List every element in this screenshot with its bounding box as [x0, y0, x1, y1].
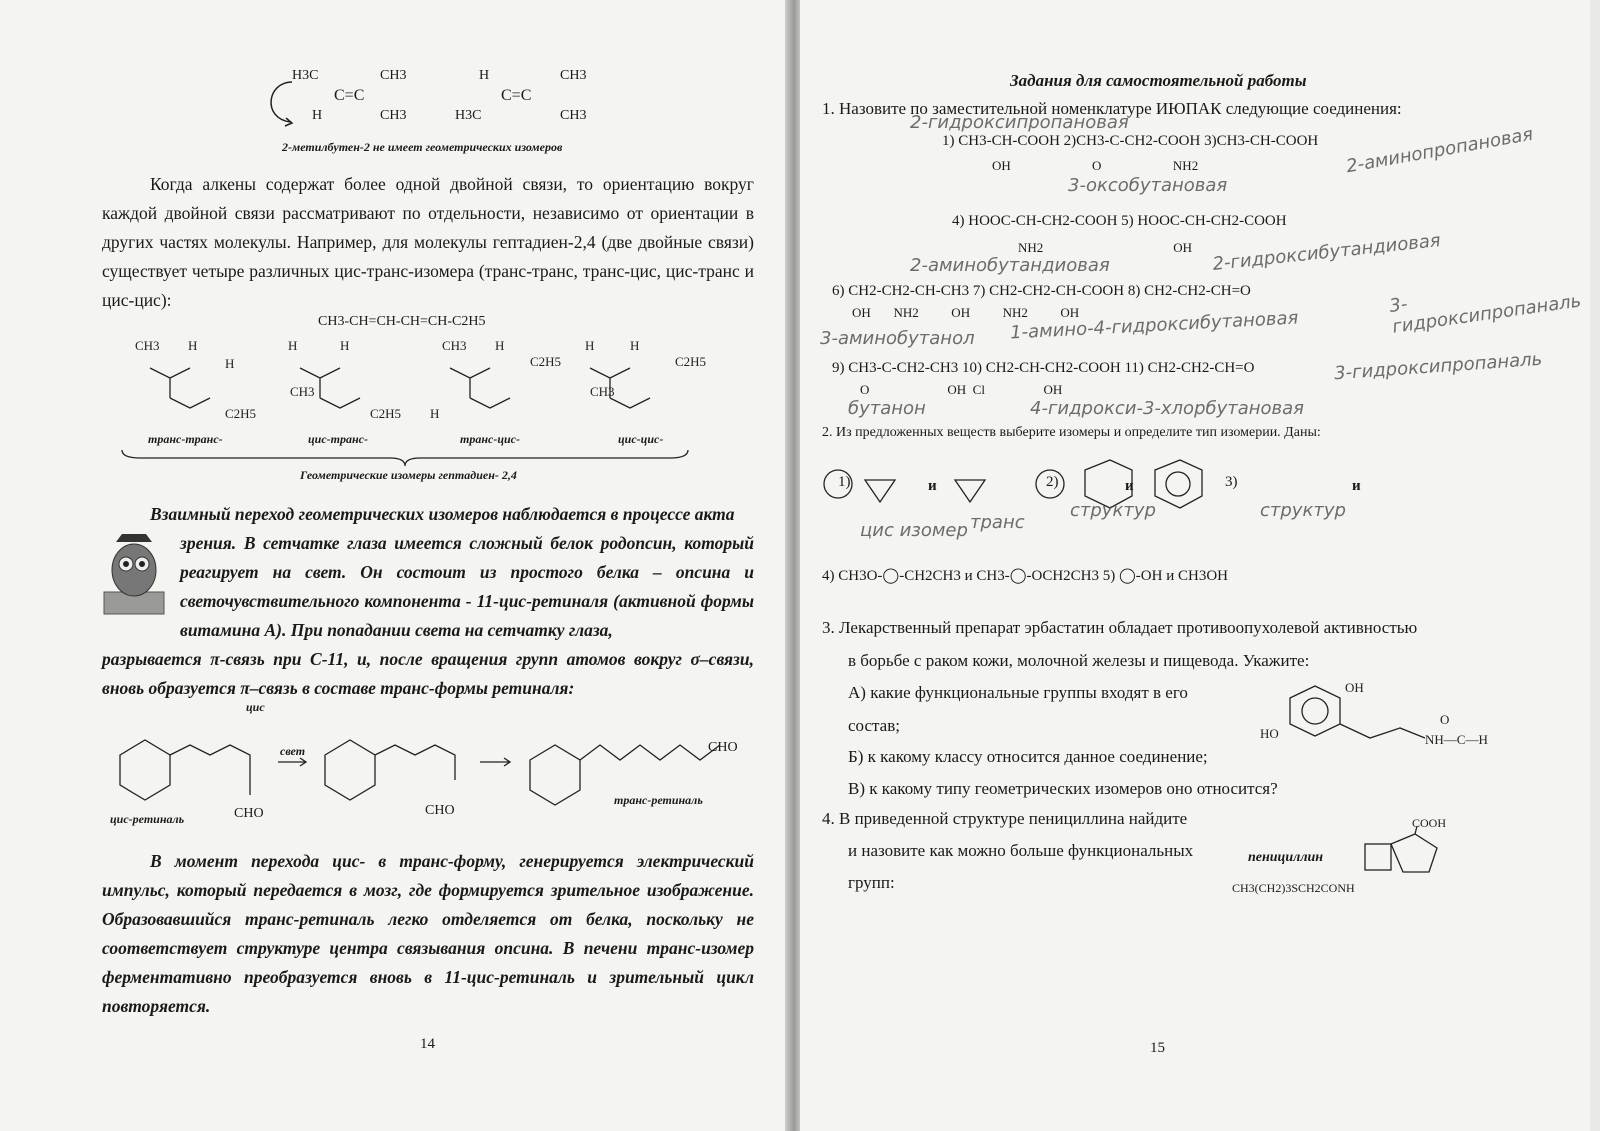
- paragraph-heptadiene: Когда алкены содержат более одной двойной связи, то ориентацию вокруг каждой двойной связи рассматривают по отдельности, независимо от ориентации в других частях молекулы. Например, для молекулы гептадиен-2,4 (две двойные связи) существует четыре различных цис-транс-изомера (транс-транс, транс-цис, цис-транс и цис-цис):: [102, 174, 754, 310]
- task-3-line-2: в борьбе с раком кожи, молочной железы и пищевода. Укажите:: [848, 651, 1310, 670]
- task2-label-1: 1): [838, 474, 851, 490]
- isomer-label-cis-cis: цис-цис-: [618, 432, 664, 446]
- label-trans-retinal: транс-ретиналь: [614, 793, 703, 807]
- svg-text:H: H: [288, 338, 298, 353]
- svg-text:H: H: [585, 338, 595, 353]
- task1-row1-sub: OH O NH2: [992, 158, 1199, 173]
- caption-heptadiene-isomers: Геометрические изомеры гептадиен- 2,4: [300, 468, 517, 482]
- caption-methylbutene: 2-метилбутен-2 не имеет геометрических изомеров: [282, 140, 563, 154]
- task1-row4-sub: O OH Cl OH: [860, 382, 1063, 397]
- atom-label: H3C: [455, 108, 482, 123]
- handwriting-8: 1-амино-4-гидроксибутановая: [1009, 307, 1299, 344]
- task-3-line-4: состав;: [848, 716, 900, 735]
- task2-and-1: и: [928, 478, 937, 494]
- task1-row3: 6) CH2-CH2-CH-CH3 7) CH2-CH2-CH-COOH 8) CH2-CH2-CH=O: [832, 283, 1251, 299]
- retinal-isomerization-diagram: [100, 700, 760, 840]
- page-right: [800, 0, 1590, 1131]
- svg-text:H: H: [225, 356, 235, 371]
- svg-text:CH3: CH3: [135, 338, 160, 353]
- task-2: 2. Из предложенных веществ выберите изомеры и определите тип изомерии. Даны:: [822, 425, 1321, 440]
- handwriting-10: бутанон: [848, 398, 926, 419]
- svg-text:O: O: [1440, 712, 1450, 727]
- paragraph-vision-tail: разрывается π-связь при С-11, и, после вращения групп атомов вокруг σ–связи, вновь образуется π–связь в составе транс-формы ретиналя:: [102, 649, 754, 698]
- handwriting-2: 2-аминопропановая: [1344, 123, 1535, 178]
- task2-and-2: и: [1125, 478, 1134, 494]
- svg-text:CH3: CH3: [590, 384, 615, 399]
- task2-and-3: и: [1352, 478, 1361, 494]
- svg-text:C2H5: C2H5: [675, 354, 707, 369]
- task1-row4: 9) CH3-C-CH2-CH3 10) CH2-CH-CH2-COOH 11) CH2-CH2-CH=O: [832, 360, 1255, 376]
- task2-label-2: 2): [1046, 474, 1059, 490]
- svg-text:CH3: CH3: [442, 338, 467, 353]
- handwriting-4: 2-аминобутандиовая: [910, 255, 1110, 276]
- page-number-right: 15: [1150, 1040, 1165, 1056]
- page-number: 14: [420, 1036, 435, 1052]
- svg-text:C2H5: C2H5: [225, 406, 257, 421]
- handwriting-11: 4-гидрокси-3-хлорбутановая: [1030, 398, 1305, 419]
- atom-label: H: [479, 68, 490, 83]
- page-left: [0, 0, 790, 1131]
- svg-text:C2H5: C2H5: [370, 406, 402, 421]
- heptadiene-isomers-diagram: [130, 338, 730, 428]
- svg-text:H: H: [630, 338, 640, 353]
- task2-row2: 4) CH3O-◯-CH2CH3 и CH3-◯-OCH2CH3 5) ◯-OH и CH3OH: [822, 568, 1228, 584]
- svg-text:OH: OH: [1345, 680, 1364, 695]
- erbstatin-structure: [1260, 678, 1488, 758]
- task-1: 1. Назовите по заместительной номенклатуре ИЮПАК следующие соединения:: [822, 99, 1402, 118]
- task1-row3-sub: OH NH2 OH NH2 OH: [852, 305, 1080, 320]
- handwriting-1: 2-гидроксипропановая: [910, 112, 1129, 133]
- rotation-arrow-icon: [262, 78, 302, 128]
- svg-text:CH3: CH3: [290, 384, 315, 399]
- paragraph-impulse: В момент перехода цис- в транс-форму, генерируется электрический импульс, который передается в мозг, где формируется зрительное изображение. Образовавшийся транс-ретиналь легко отделяется от белка, поскольку не соответствует структуре центра связывания опсина. В печени транс-изомер ферментативно преобразуется вновь в 11-цис-ретиналь и зрительный цикл повторяется.: [102, 851, 754, 1016]
- task1-row2: 4) HOOC-CH-CH2-COOH 5) HOOC-CH-CH2-COOH: [952, 213, 1287, 229]
- paragraph-vision-first: Взаимный переход геометрических изомеров наблюдается в процессе акта: [150, 504, 735, 524]
- atom-label: C=C: [501, 87, 532, 104]
- label-cho-2: CHO: [425, 803, 455, 818]
- label-penicillin-chain: CH3(CH2)3SCH2CONH: [1232, 881, 1355, 895]
- molecule-isomer: [455, 68, 595, 124]
- isomer-label-trans-cis: транс-цис-: [460, 432, 520, 446]
- task-3-line-5: Б) к какому классу относится данное соединение;: [848, 747, 1208, 766]
- atom-label: CH3: [380, 68, 407, 83]
- label-cis: цис: [246, 700, 265, 714]
- brace-icon: [120, 446, 690, 468]
- handwriting-9: 3-гидроксипропаналь: [1333, 348, 1543, 385]
- label-light: свет: [280, 744, 306, 758]
- atom-label: CH3: [560, 108, 587, 123]
- atom-label: H3C: [292, 68, 319, 83]
- handwriting-12: цис изомер: [860, 520, 968, 541]
- svg-text:C2H5: C2H5: [530, 354, 562, 369]
- handwriting-7: 3-аминобутанол: [820, 328, 975, 349]
- task-4-line-3: групп:: [848, 873, 895, 892]
- handwriting-15: структур: [1260, 500, 1346, 521]
- atom-label: CH3: [380, 108, 407, 123]
- task-3-line-3: А) какие функциональные группы входят в его: [848, 683, 1188, 702]
- handwriting-14: структур: [1070, 500, 1156, 521]
- svg-text:H: H: [430, 406, 440, 421]
- handwriting-13: транс: [970, 512, 1025, 533]
- svg-text:NH—C—H: NH—C—H: [1425, 732, 1488, 747]
- penicillin-structure: [1355, 826, 1475, 886]
- atom-label: CH3: [560, 68, 587, 83]
- task1-row2-sub: NH2 OH: [1018, 240, 1193, 255]
- label-cis-retinal: цис-ретиналь: [110, 812, 185, 826]
- atom-label: H: [312, 108, 323, 123]
- task1-row1: 1) CH3-CH-COOH 2)CH3-C-CH2-COOH 3)CH3-CH-COOH: [942, 133, 1319, 149]
- task-3-line-1: 3. Лекарственный препарат эрбастатин обладает противоопухолевой активностью: [822, 618, 1418, 637]
- svg-text:HO: HO: [1260, 726, 1279, 741]
- svg-text:H: H: [340, 338, 350, 353]
- paragraph-vision-body: зрения. В сетчатке глаза имеется сложный белок родопсин, который реагирует на свет. Он состоит из простого белка – опсина и светочувствительного компонента - 11-цис-ретиналя (активной формы витамина А). При попадании света на сетчатку глаза,: [180, 533, 754, 640]
- label-cooh: COOH: [1412, 816, 1447, 830]
- svg-text:H: H: [188, 338, 198, 353]
- atom-label: C=C: [334, 87, 365, 104]
- task2-label-3: 3): [1225, 474, 1238, 490]
- heptadiene-formula: CH3-CH=CH-CH=CH-C2H5: [318, 314, 486, 329]
- task-4-line-1: 4. В приведенной структуре пенициллина найдите: [822, 809, 1188, 828]
- task-4-line-2: и назовите как можно больше функциональных: [848, 841, 1194, 860]
- isomer-label-cis-trans: цис-транс-: [308, 432, 368, 446]
- molecule-methylbutene: [290, 68, 410, 124]
- handwriting-3: 3-оксобутановая: [1068, 175, 1228, 196]
- owl-reading-icon: [98, 530, 170, 620]
- label-cho-3: CHO: [708, 740, 738, 755]
- tasks-heading: Задания для самостоятельной работы: [1010, 71, 1307, 90]
- handwriting-6: 3-гидроксипропаналь: [1388, 290, 1583, 338]
- label-cho-1: CHO: [234, 806, 264, 821]
- label-penicillin: пенициллин: [1248, 850, 1324, 865]
- task-3-line-6: В) к какому типу геометрических изомеров оно относится?: [848, 779, 1278, 798]
- isomer-label-trans-trans: транс-транс-: [148, 432, 223, 446]
- handwriting-5: 2-гидроксибутандиовая: [1211, 230, 1442, 275]
- svg-text:H: H: [495, 338, 505, 353]
